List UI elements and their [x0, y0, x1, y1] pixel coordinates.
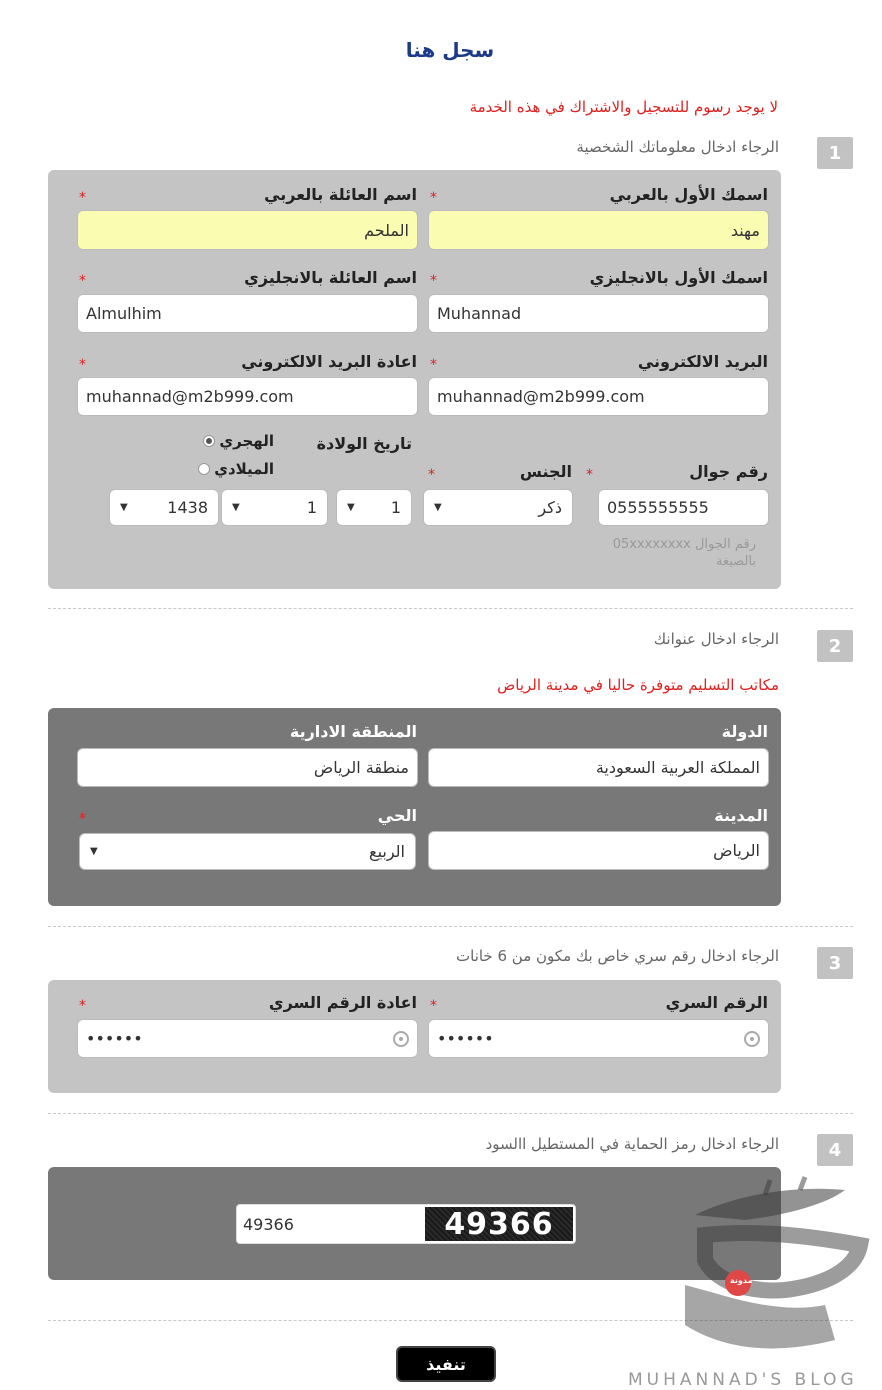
- submit-button[interactable]: تنفيذ: [396, 1346, 496, 1382]
- password-confirm-value: ••••••: [86, 1029, 143, 1048]
- caret-down-icon: ▼: [232, 502, 240, 513]
- watermark-caption: MUHANNAD'S BLOG: [628, 1370, 858, 1390]
- step-label-4: الرجاء ادخال رمز الحماية في المستطيل االسود: [485, 1135, 779, 1153]
- caret-down-icon: ▼: [434, 502, 442, 513]
- gregorian-option[interactable]: [198, 460, 274, 478]
- district-value: الربيع: [369, 842, 405, 861]
- required-mark: *: [586, 467, 593, 483]
- radio-icon[interactable]: [203, 435, 215, 447]
- hijri-label: الهجري: [219, 432, 274, 450]
- region-input[interactable]: منطقة الرياض: [77, 748, 418, 787]
- step-number-1: 1: [817, 137, 853, 169]
- password-value: ••••••: [437, 1029, 494, 1048]
- required-mark: *: [79, 998, 86, 1014]
- section-divider: [48, 926, 853, 927]
- password-confirm-input[interactable]: [77, 1019, 418, 1058]
- required-mark: *: [79, 273, 86, 289]
- email-input[interactable]: muhannad@m2b999.com: [428, 377, 769, 416]
- email-label: البريد الالكتروني: [637, 352, 768, 371]
- section-divider: [48, 608, 853, 609]
- password-input[interactable]: [428, 1019, 769, 1058]
- birth-day-select[interactable]: [336, 489, 412, 526]
- key-icon: [393, 1031, 409, 1047]
- password-label: الرقم السري: [665, 993, 768, 1012]
- required-mark: *: [79, 357, 86, 373]
- hijri-option[interactable]: [203, 432, 274, 450]
- delivery-note: مكاتب التسليم متوفرة حاليا في مدينة الرياض: [497, 676, 779, 694]
- family-name-en-input[interactable]: Almulhim: [77, 294, 418, 333]
- email-confirm-input[interactable]: muhannad@m2b999.com: [77, 377, 418, 416]
- required-mark: *: [430, 273, 437, 289]
- step-label-1: الرجاء ادخال معلوماتك الشخصية: [576, 138, 779, 156]
- step-label-3: الرجاء ادخال رقم سري خاص بك مكون من 6 خانات: [456, 947, 779, 965]
- watermark-badge: مدونة: [730, 1276, 753, 1285]
- key-icon: [744, 1031, 760, 1047]
- required-mark: *: [79, 190, 86, 206]
- step-label-2: الرجاء ادخال عنوانك: [653, 630, 779, 648]
- first-name-en-label: اسمك الأول بالانجليزي: [589, 268, 768, 287]
- gender-select[interactable]: [423, 489, 573, 526]
- free-registration-note: لا يوجد رسوم للتسجيل والاشتراك في هذه الخدمة: [469, 98, 778, 116]
- first-name-ar-label: اسمك الأول بالعربي: [609, 185, 768, 204]
- step-number-2: 2: [817, 630, 853, 662]
- birth-year-value: 1438: [167, 498, 208, 517]
- family-name-ar-input[interactable]: الملحم: [77, 210, 418, 250]
- caret-down-icon: ▼: [120, 502, 128, 513]
- caret-down-icon: ▼: [347, 502, 355, 513]
- birth-day-value: 1: [390, 498, 401, 517]
- family-name-ar-label: اسم العائلة بالعربي: [264, 185, 417, 204]
- gender-value: ذكر: [538, 498, 562, 517]
- calligraphy-logo-icon: [625, 1175, 882, 1365]
- page-title: سجل هنا: [405, 38, 495, 62]
- district-label: الحي: [377, 806, 417, 825]
- required-mark: *: [430, 190, 437, 206]
- mobile-input[interactable]: 0555555555: [598, 489, 769, 526]
- section-divider: [48, 1113, 853, 1114]
- birth-year-select[interactable]: [109, 489, 219, 526]
- birthdate-label: تاريخ الولادة: [316, 434, 412, 453]
- mobile-format-hint: رقم الجوال 05xxxxxxxx بالصيغة: [612, 537, 756, 569]
- city-input[interactable]: الرياض: [428, 831, 769, 870]
- captcha-input[interactable]: 49366: [243, 1214, 294, 1234]
- blog-watermark-logo: [625, 1175, 882, 1365]
- password-confirm-label: اعادة الرقم السري: [268, 993, 417, 1012]
- family-name-en-label: اسم العائلة بالانجليزي: [244, 268, 417, 287]
- city-label: المدينة: [714, 806, 768, 825]
- caret-down-icon: ▼: [90, 846, 98, 857]
- gender-label: الجنس: [519, 462, 572, 481]
- birth-month-value: 1: [306, 498, 317, 517]
- required-mark: *: [428, 467, 435, 483]
- captcha-image: 49366: [425, 1207, 573, 1241]
- required-mark: *: [430, 998, 437, 1014]
- region-label: المنطقة الادارية: [289, 722, 417, 741]
- step-number-4: 4: [817, 1134, 853, 1166]
- first-name-en-input[interactable]: Muhannad: [428, 294, 769, 333]
- country-label: الدولة: [721, 722, 768, 741]
- radio-icon[interactable]: [198, 463, 210, 475]
- birth-month-select[interactable]: [221, 489, 328, 526]
- required-mark: *: [430, 357, 437, 373]
- first-name-ar-input[interactable]: مهند: [428, 210, 769, 250]
- country-input[interactable]: المملكة العربية السعودية: [428, 748, 769, 787]
- captcha-box: [236, 1204, 576, 1244]
- gregorian-label: الميلادي: [214, 460, 274, 478]
- district-select[interactable]: [79, 833, 416, 870]
- email-confirm-label: اعادة البريد الالكتروني: [241, 352, 417, 371]
- mobile-label: رقم جوال: [689, 462, 768, 481]
- step-number-3: 3: [817, 947, 853, 979]
- required-mark: *: [79, 811, 86, 827]
